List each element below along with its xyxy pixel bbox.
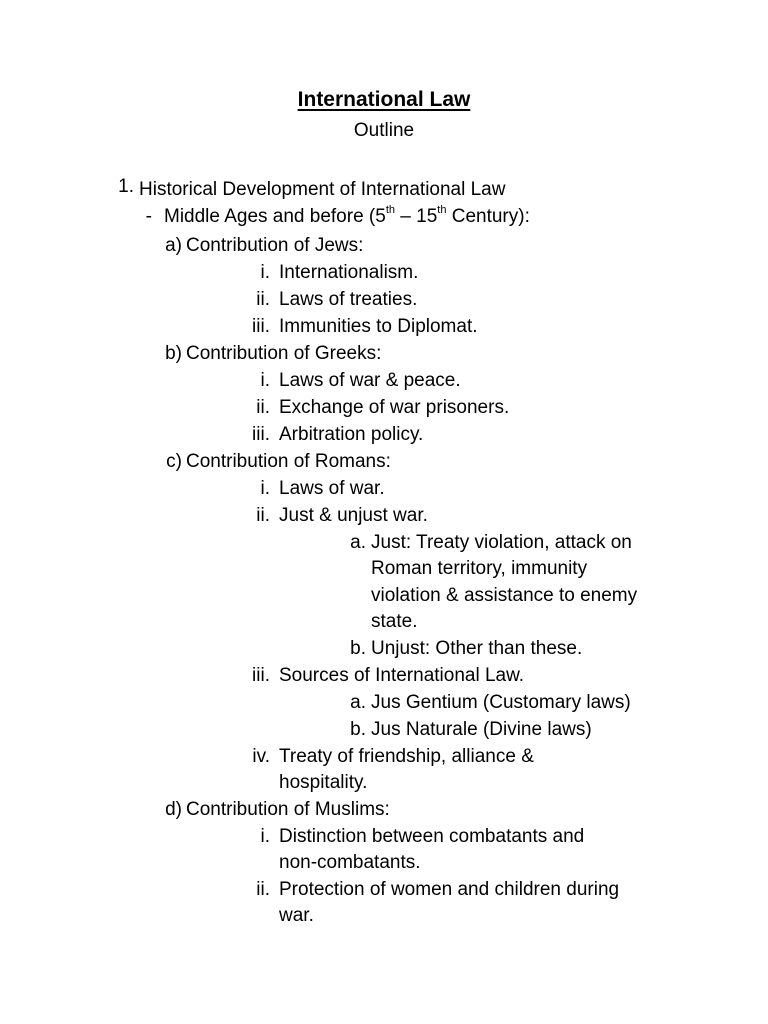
section-number: 1. xyxy=(118,176,134,197)
muslims-label: Contribution of Muslims: xyxy=(186,799,390,820)
list-marker: iii. xyxy=(252,424,270,445)
sublist-item: Jus Gentium (Customary laws) xyxy=(371,692,631,713)
list-marker: ii. xyxy=(256,397,270,418)
sublist-marker: b. xyxy=(350,638,366,659)
list-marker: i. xyxy=(260,370,270,391)
sublist-item: Unjust: Other than these. xyxy=(371,638,583,659)
list-item: Sources of International Law. xyxy=(279,665,525,686)
jews-marker: a) xyxy=(165,235,182,256)
list-item-continuation: non-combatants. xyxy=(279,852,421,873)
list-marker: ii. xyxy=(256,289,270,310)
list-item: Laws of treaties. xyxy=(279,289,418,310)
list-item: Treaty of friendship, alliance & xyxy=(279,746,534,767)
list-marker: iii. xyxy=(252,316,270,337)
muslims-marker: d) xyxy=(165,799,182,820)
list-item-continuation: hospitality. xyxy=(279,772,368,793)
page-subtitle: Outline xyxy=(353,120,415,141)
sublist-item-continuation: violation & assistance to enemy xyxy=(371,585,638,606)
list-item: Immunities to Diplomat. xyxy=(279,316,478,337)
sublist-item: Jus Naturale (Divine laws) xyxy=(371,719,592,740)
list-item: Just & unjust war. xyxy=(279,505,428,526)
sublist-item: Just: Treaty violation, attack on xyxy=(371,532,632,553)
list-marker: ii. xyxy=(256,505,270,526)
greeks-label: Contribution of Greeks: xyxy=(186,343,382,364)
list-item: Exchange of war prisoners. xyxy=(279,397,510,418)
list-marker: iii. xyxy=(252,665,270,686)
romans-marker: c) xyxy=(166,451,182,472)
greeks-marker: b) xyxy=(165,343,182,364)
list-item: Laws of war & peace. xyxy=(279,370,461,391)
period-heading: Middle Ages and before (5th – 15th Century): xyxy=(164,203,530,227)
list-item: Protection of women and children during xyxy=(279,879,620,900)
list-item: Distinction between combatants and xyxy=(279,826,585,847)
list-item: Laws of war. xyxy=(279,478,385,499)
sublist-marker: a. xyxy=(350,532,366,553)
sublist-marker: b. xyxy=(350,719,366,740)
list-marker: ii. xyxy=(256,879,270,900)
sublist-item-continuation: state. xyxy=(371,611,418,632)
romans-label: Contribution of Romans: xyxy=(186,451,391,472)
list-item: Arbitration policy. xyxy=(279,424,424,445)
page-title: International Law xyxy=(297,88,471,111)
list-marker: i. xyxy=(260,262,270,283)
sublist-marker: a. xyxy=(350,692,366,713)
sublist-item-continuation: Roman territory, immunity xyxy=(371,558,588,579)
list-item-continuation: war. xyxy=(279,905,314,926)
period-dash: - xyxy=(145,206,152,227)
list-marker: i. xyxy=(260,826,270,847)
list-marker: iv. xyxy=(252,746,270,767)
list-item: Internationalism. xyxy=(279,262,419,283)
list-marker: i. xyxy=(260,478,270,499)
section-heading: Historical Development of International Law xyxy=(139,179,506,200)
jews-label: Contribution of Jews: xyxy=(186,235,364,256)
